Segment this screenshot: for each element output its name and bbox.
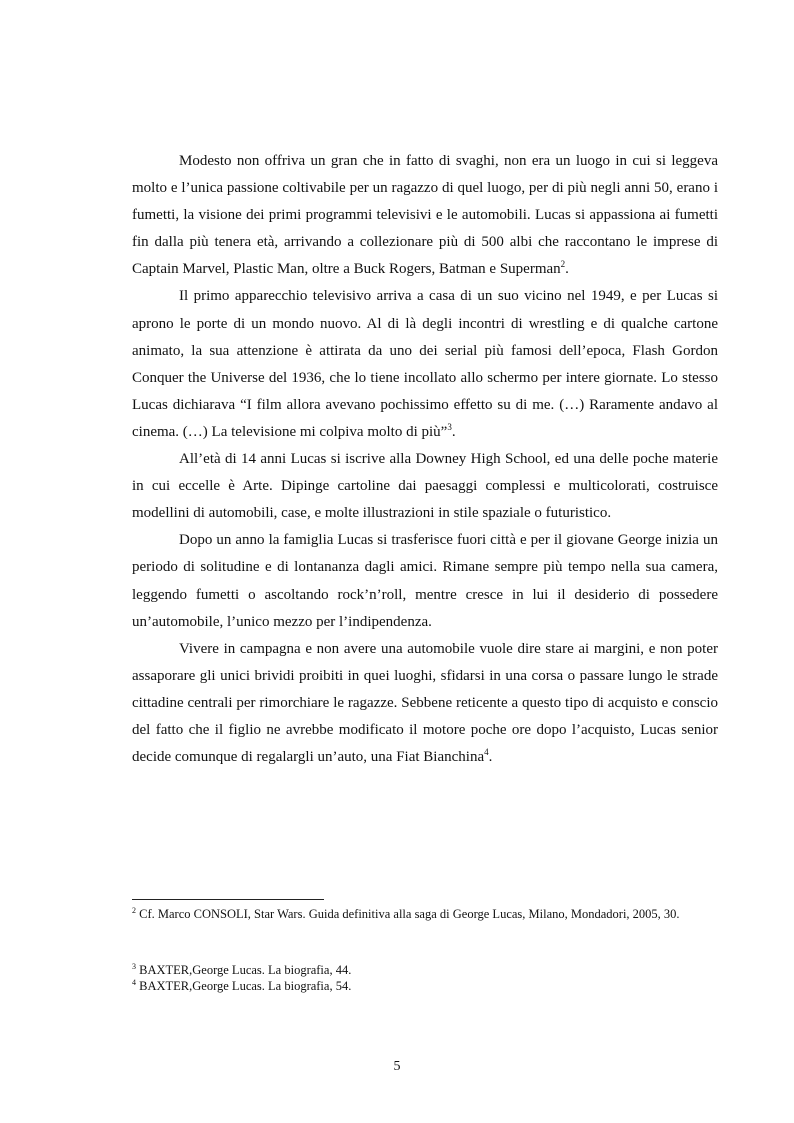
- body-text: [132, 148, 718, 771]
- footnote-text: BAXTER,George Lucas. La biografia, 44.: [136, 963, 352, 977]
- page-number: 5: [393, 1059, 401, 1074]
- footnote-ref-3: 3: [447, 421, 452, 432]
- footnote-separator: [132, 899, 324, 900]
- paragraph-2: Il primo apparecchio televisivo arriva a casa di un suo vicino nel 1949, e per Lucas si aprono le porte di un mondo nuovo. Al di là degli incontri di wrestling e di qualche cartone animato, la sua attenzione è attirata da uno dei serial più famosi dell’epoca, Flash Gordon Conquer the Universe del 1936, che lo tiene incollato allo schermo per intere giornate. Lo stesso Lucas dichiarava “I film allora avevano pochissimo effetto su di me. (…) Raramente andavo al cinema. (…) La televisione mi colpiva molto di più”$^3$.: [132, 288, 718, 440]
- footnote-number: 3: [132, 961, 136, 971]
- paragraph-5: Vivere in campagna e non avere una automobile vuole dire stare ai margini, e non poter assaporare gli unici brividi proibiti in quei luoghi, sfidarsi in una corsa o passare lungo le strade cittadine centrali per rimorchiare le ragazze. Sebbene reticente a questo tipo di acquisto e conscio del fatto che il figlio ne avrebbe modificato il motore poche ore dopo l’acquisto, Lucas senior decide comunque di regalargli un’auto, una Fiat Bianchina$^4$.: [132, 640, 718, 766]
- footnote-ref-4: 4: [484, 747, 489, 758]
- footnote-text: Cf. Marco CONSOLI, Star Wars. Guida definitiva alla saga di George Lucas, Milano, Mondadori, 2005, 30.: [136, 907, 680, 921]
- paragraph-1: Modesto non offriva un gran che in fatto di svaghi, non era un luogo in cui si leggeva molto e l’unica passione coltivabile per un ragazzo di quel luogo, per di più negli anni 50, erano i fumetti, la visione dei primi programmi televisivi e le automobili. Lucas si appassiona ai fumetti fin dalla più tenera età, arrivando a collezionare più di 500 albi che raccontano le imprese di Captain Marvel, Plastic Man, oltre a Buck Rogers, Batman e Superman$^2$.: [132, 153, 718, 278]
- footnote-4: [132, 978, 718, 995]
- footnote-text: BAXTER,George Lucas. La biografia, 54.: [136, 979, 352, 993]
- footnote-number: 4: [132, 977, 136, 987]
- paragraph-3: All’età di 14 anni Lucas si iscrive alla Downey High School, ed una delle poche materie in cui eccelle è Arte. Dipinge cartoline dai paesaggi complessi e multicolorati, costruisce modellini di automobili, case, e molte illustrazioni in stile spaziale o futuristico.: [132, 451, 718, 522]
- footnote-ref-2: 2: [560, 259, 566, 270]
- footnote-2: [132, 906, 718, 923]
- footnote-number: 2: [132, 905, 136, 915]
- footnote-3: [132, 962, 718, 979]
- paragraph-4: Dopo un anno la famiglia Lucas si trasferisce fuori città e per il giovane George inizia un periodo di solitudine e di lontananza dagli amici. Rimane sempre più tempo nella sua camera, leggendo fumetti o ascoltando rock’n’roll, mentre cresce in lui il desiderio di possedere un’automobile, l’unico mezzo per l’indipendenza.: [132, 532, 718, 630]
